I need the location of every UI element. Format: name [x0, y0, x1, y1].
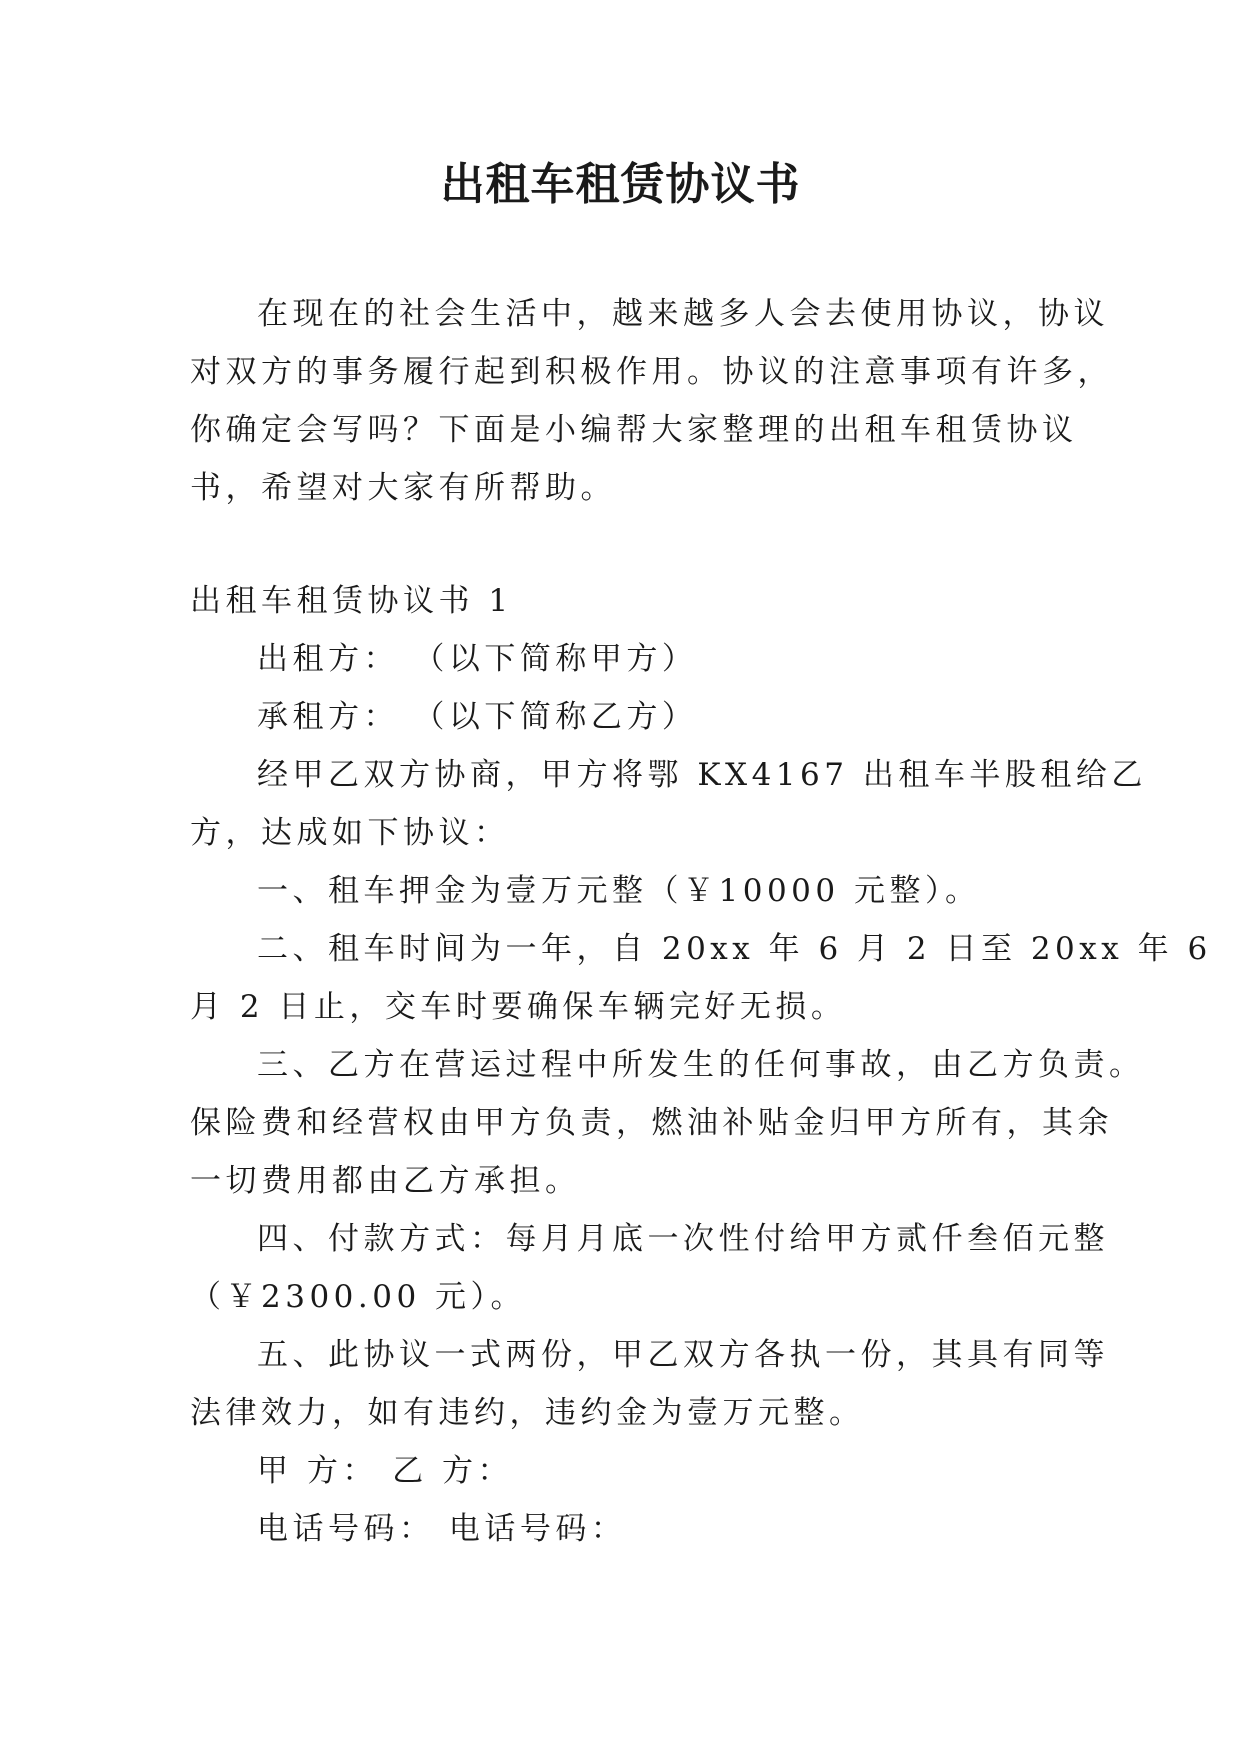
clause-5-cont: 法律效力，如有违约，违约金为壹万元整。 [190, 1395, 865, 1431]
intro-line: 对双方的事务履行起到积极作用。协议的注意事项有许多， [190, 354, 1113, 390]
phone-numbers: 电话号码： 电话号码： [257, 1511, 627, 1547]
intro-paragraph [190, 285, 1113, 517]
agreement-line: 经甲乙双方协商，甲方将鄂 KX4167 出租车半股租给乙 [257, 757, 1147, 793]
clause-4: 四、付款方式：每月月底一次性付给甲方贰仟叁佰元整 [257, 1221, 1109, 1257]
intro-line: 书，希望对大家有所帮助。 [190, 470, 616, 506]
clause-3-cont: 一切费用都由乙方承担。 [190, 1163, 581, 1199]
agreement-section [190, 572, 1212, 1558]
clause-1: 一、租车押金为壹万元整（￥10000 元整）。 [257, 873, 981, 909]
document-title: 出租车租赁协议书 [440, 159, 801, 210]
intro-line: 在现在的社会生活中，越来越多人会去使用协议，协议 [257, 296, 1109, 332]
section-heading: 出租车租赁协议书 1 [190, 583, 513, 619]
intro-line: 你确定会写吗？下面是小编帮大家整理的出租车租赁协议 [190, 412, 1078, 448]
signature-parties: 甲 方： 乙 方： [257, 1453, 514, 1489]
clause-4-cont: （￥2300.00 元）。 [190, 1279, 527, 1315]
lessor-line: 出租方： （以下简称甲方） [257, 641, 698, 677]
clause-3: 三、乙方在营运过程中所发生的任何事故，由乙方负责。 [257, 1047, 1145, 1083]
lessee-line: 承租方： （以下简称乙方） [257, 699, 698, 735]
agreement-line: 方，达成如下协议： [190, 815, 510, 851]
clause-2: 二、租车时间为一年，自 20xx 年 6 月 2 日至 20xx 年 6 [257, 931, 1212, 967]
clause-3-cont: 保险费和经营权由甲方负责，燃油补贴金归甲方所有，其余 [190, 1105, 1113, 1141]
clause-2-cont: 月 2 日止，交车时要确保车辆完好无损。 [190, 989, 847, 1025]
clause-5: 五、此协议一式两份，甲乙双方各执一份，其具有同等 [257, 1337, 1109, 1373]
